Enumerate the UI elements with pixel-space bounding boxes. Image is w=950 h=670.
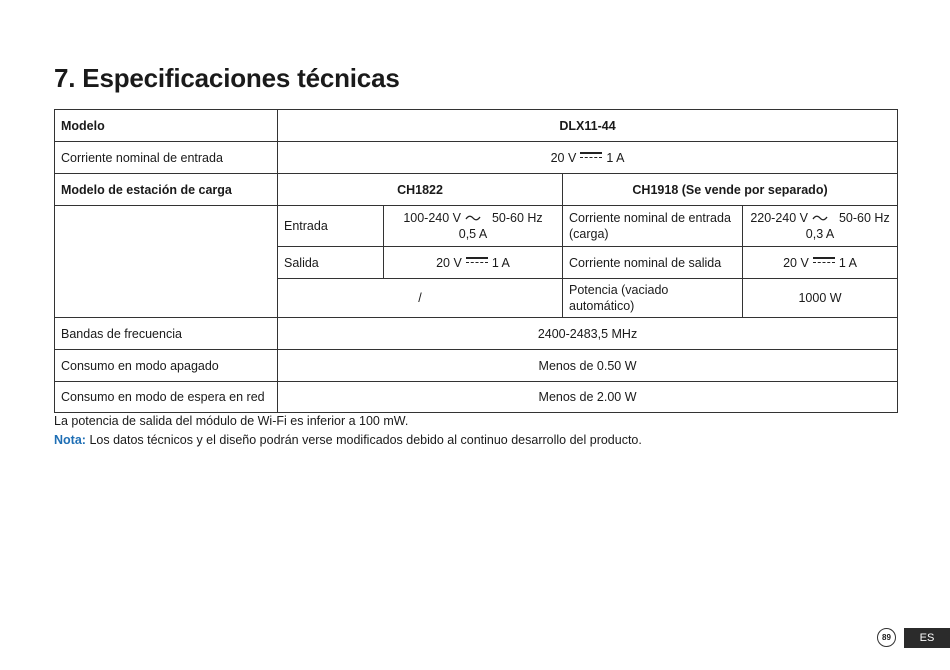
bandas-value: 2400-2483,5 MHz: [278, 318, 898, 350]
estacion-label: Modelo de estación de carga: [55, 174, 278, 206]
salida-value: [384, 247, 563, 279]
carga-voltage: 220-240 V: [750, 211, 809, 225]
espera-value: Menos de 2.00 W: [278, 382, 898, 413]
amperage-value: 1 A: [606, 150, 625, 165]
carga-amperage: 0,3 A: [805, 227, 835, 241]
corriente-salida-value: [743, 247, 898, 279]
potencia-label: Potencia (vaciado automático): [563, 279, 743, 318]
wifi-note: La potencia de salida del módulo de Wi-Fi es inferior a 100 mW.: [54, 414, 409, 428]
empty-cell: [55, 206, 278, 318]
salida-amperage: 1 A: [491, 255, 510, 270]
table-row: [55, 382, 898, 413]
ac-symbol-icon: [465, 214, 481, 222]
espera-label: Consumo en modo de espera en red: [55, 382, 278, 413]
dc-symbol-icon: [580, 152, 602, 162]
corriente-label: Corriente nominal de entrada: [55, 142, 278, 174]
corriente-carga-value: [743, 206, 898, 247]
corriente-salida-amperage: 1 A: [838, 255, 857, 270]
apagado-label: Consumo en modo apagado: [55, 350, 278, 382]
page-number: 89: [877, 628, 896, 647]
entrada-amperage: 0,5 A: [458, 227, 488, 241]
specifications-table: [54, 109, 898, 413]
nota-text: Los datos técnicos y el diseño podrán verse modificados debido al continuo desarrollo del producto.: [89, 433, 642, 447]
table-row: [55, 174, 898, 206]
voltage-value: 20 V: [550, 150, 577, 165]
bandas-label: Bandas de frecuencia: [55, 318, 278, 350]
corriente-salida-label: Corriente nominal de salida: [563, 247, 743, 279]
corriente-value: [278, 142, 898, 174]
ch1918-header: CH1918 (Se vende por separado): [563, 174, 898, 206]
page-title: 7. Especificaciones técnicas: [54, 63, 400, 93]
salida-voltage: 20 V: [436, 255, 462, 270]
table-row: [55, 318, 898, 350]
entrada-voltage: 100-240 V: [403, 211, 461, 225]
corriente-salida-voltage: 20 V: [783, 255, 809, 270]
table-row: [55, 142, 898, 174]
entrada-value: [384, 206, 563, 247]
corriente-carga-label: Corriente nominal de entrada (carga): [563, 206, 743, 247]
dc-symbol-icon: [466, 257, 488, 267]
product-note: [54, 433, 642, 447]
apagado-value: Menos de 0.50 W: [278, 350, 898, 382]
nota-label: Nota:: [54, 433, 86, 447]
table-row: [55, 350, 898, 382]
not-applicable-cell: /: [278, 279, 563, 318]
modelo-value: DLX11-44: [278, 110, 898, 142]
ac-symbol-icon: [812, 214, 828, 222]
modelo-label: Modelo: [55, 110, 278, 142]
table-row: [55, 110, 898, 142]
entrada-label: Entrada: [278, 206, 384, 247]
entrada-frequency: 50-60 Hz: [491, 211, 543, 225]
carga-frequency: 50-60 Hz: [838, 211, 890, 225]
dc-symbol-icon: [813, 257, 835, 267]
salida-label: Salida: [278, 247, 384, 279]
potencia-value: 1000 W: [743, 279, 898, 318]
ch1822-header: CH1822: [278, 174, 563, 206]
table-row: [55, 206, 898, 247]
language-tab: ES: [904, 628, 950, 648]
